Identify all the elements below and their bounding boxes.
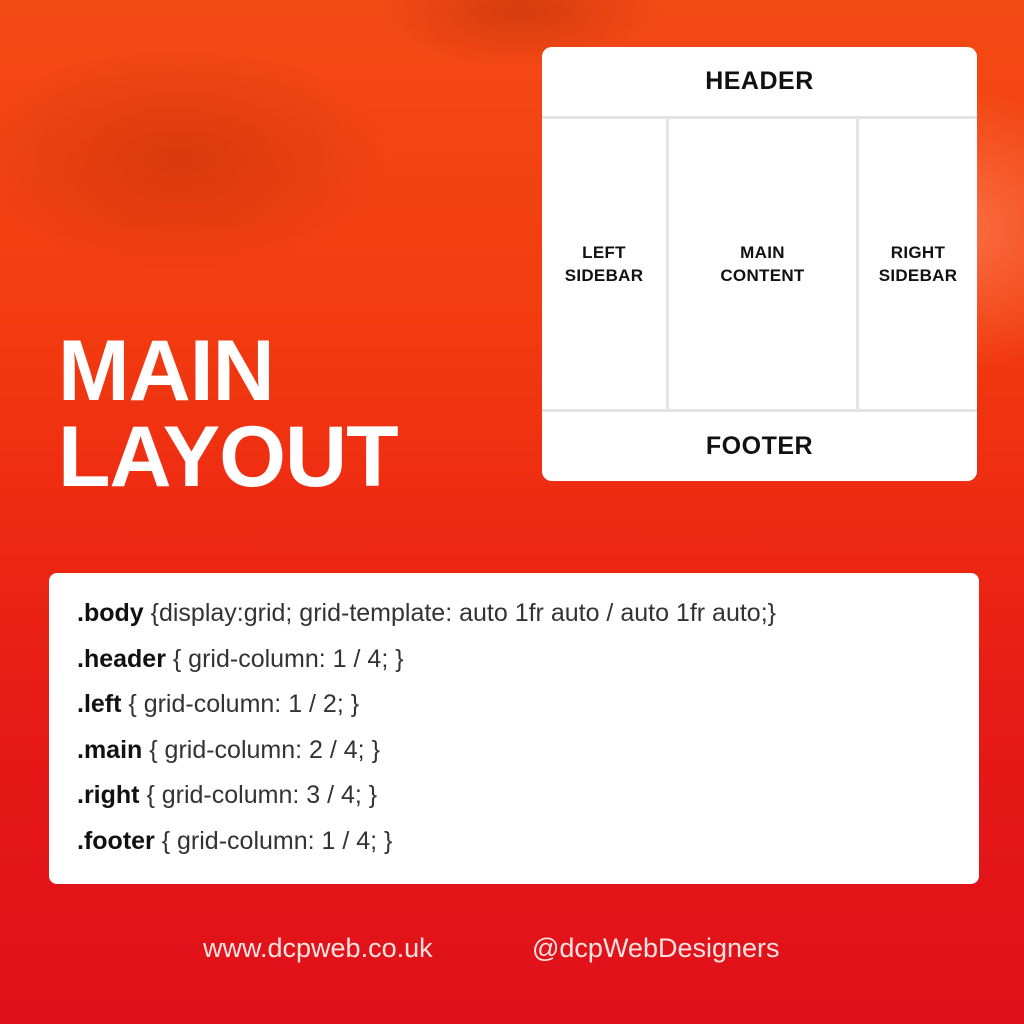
left-sidebar-line-2: SIDEBAR xyxy=(564,266,644,285)
code-selector: .left xyxy=(77,690,122,718)
code-declaration: { grid-column: 3 / 4; } xyxy=(139,781,378,809)
code-line-left xyxy=(77,682,979,728)
diagram-footer: FOOTER xyxy=(542,412,977,481)
website-link[interactable]: www.dcpweb.co.uk xyxy=(203,933,433,963)
code-declaration: {display:grid; grid-template: auto 1fr auto / auto 1fr auto;} xyxy=(143,599,776,627)
code-line-footer xyxy=(77,819,979,865)
code-line-right xyxy=(77,773,979,819)
diagram-right-sidebar xyxy=(859,119,977,409)
right-sidebar-line-1: RIGHT xyxy=(890,243,946,262)
diagram-header: HEADER xyxy=(542,47,977,116)
diagram-main-content xyxy=(669,119,856,409)
code-declaration: { grid-column: 1 / 4; } xyxy=(165,644,404,673)
code-line-body xyxy=(77,591,979,637)
code-selector: .main xyxy=(77,735,143,764)
code-declaration: { grid-column: 1 / 2; } xyxy=(121,690,360,718)
code-line-main xyxy=(77,728,979,774)
code-selector: .footer xyxy=(77,826,155,855)
code-selector: .header xyxy=(77,644,166,673)
main-content-line-2: CONTENT xyxy=(720,266,805,285)
main-content-line-1: MAIN xyxy=(740,243,785,262)
social-handle[interactable]: @dcpWebDesigners xyxy=(532,933,780,963)
code-declaration: { grid-column: 1 / 4; } xyxy=(154,826,393,855)
title-line-1: MAIN xyxy=(58,323,274,419)
code-card xyxy=(49,573,979,884)
code-selector: .right xyxy=(77,781,140,809)
title-line-2: LAYOUT xyxy=(58,409,398,505)
right-sidebar-line-2: SIDEBAR xyxy=(878,266,958,285)
code-declaration: { grid-column: 2 / 4; } xyxy=(142,735,380,764)
left-sidebar-line-1: LEFT xyxy=(582,243,626,262)
code-line-header xyxy=(77,637,979,683)
footer-links xyxy=(0,933,1024,973)
diagram-left-sidebar xyxy=(542,119,666,409)
layout-diagram xyxy=(542,47,977,481)
code-selector: .body xyxy=(77,599,144,627)
page-title xyxy=(58,323,398,505)
